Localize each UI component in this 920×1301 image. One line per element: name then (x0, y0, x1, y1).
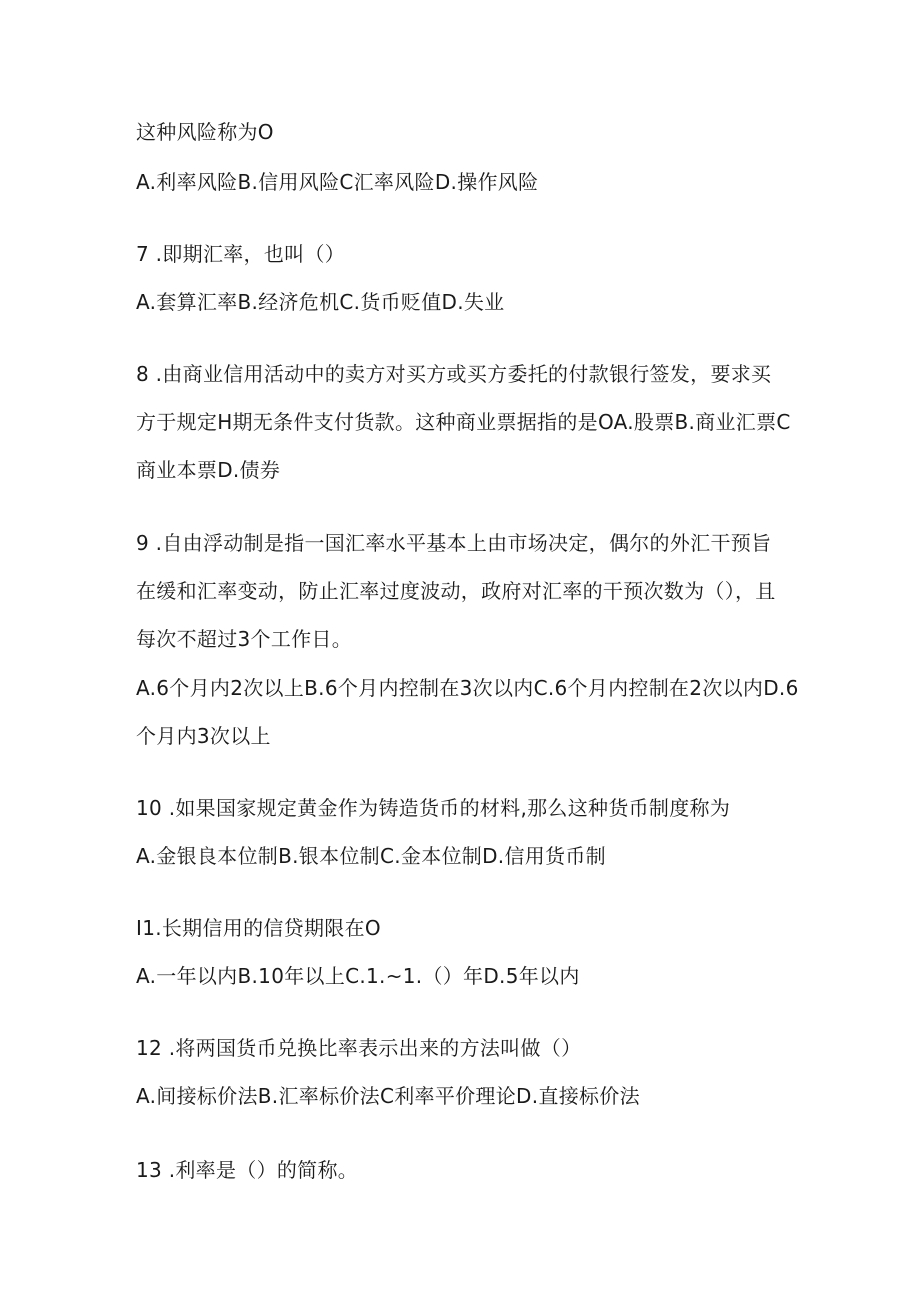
question-12-options: A.间接标价法B.汇率标价法C利率平价理论D.直接标价法 (136, 1084, 640, 1108)
question-11-options: A.一年以内B.10年以上C.1.~1.（）年D.5年以内 (136, 964, 580, 988)
question-9-options-line-1: A.6个月内2次以上B.6个月内控制在3次以内C.6个月内控制在2次以内D.6 (136, 676, 799, 700)
question-7-stem: 7 .即期汇率，也叫（） (136, 242, 346, 266)
question-8-stem-line-2: 方于规定H期无条件支付货款。这种商业票据指的是OA.股票B.商业汇票C (136, 410, 791, 434)
question-12-stem: 12 .将两国货币兑换比率表示出来的方法叫做（） (136, 1036, 582, 1060)
question-13-stem: 13 .利率是（）的简称。 (136, 1158, 359, 1182)
question-9-options-line-2: 个月内3次以上 (136, 724, 271, 748)
question-10-options: A.金银良本位制B.银本位制C.金本位制D.信用货币制 (136, 844, 606, 868)
question-8-stem-line-3: 商业本票D.债券 (136, 458, 281, 482)
question-9-stem-line-3: 每次不超过3个工作日。 (136, 627, 353, 651)
question-10-stem: 10 .如果国家规定黄金作为铸造货币的材料,那么这种货币制度称为 (136, 796, 731, 820)
question-9-stem-line-1: 9 .自由浮动制是指一国汇率水平基本上由市场决定，偶尔的外汇干预旨 (136, 531, 772, 555)
question-11-stem: I1.长期信用的信贷期限在O (136, 916, 381, 940)
question-8-stem-line-1: 8 .由商业信用活动中的卖方对买方或买方委托的付款银行签发，要求买 (136, 362, 772, 386)
question-6-options: A.利率风险B.信用风险C汇率风险D.操作风险 (136, 170, 539, 194)
question-7-options: A.套算汇率B.经济危机C.货币贬值D.失业 (136, 290, 505, 314)
question-6-stem-end: 这种风险称为O (136, 120, 274, 144)
question-9-stem-line-2: 在缓和汇率变动，防止汇率过度波动，政府对汇率的干预次数为（），且 (136, 579, 776, 603)
